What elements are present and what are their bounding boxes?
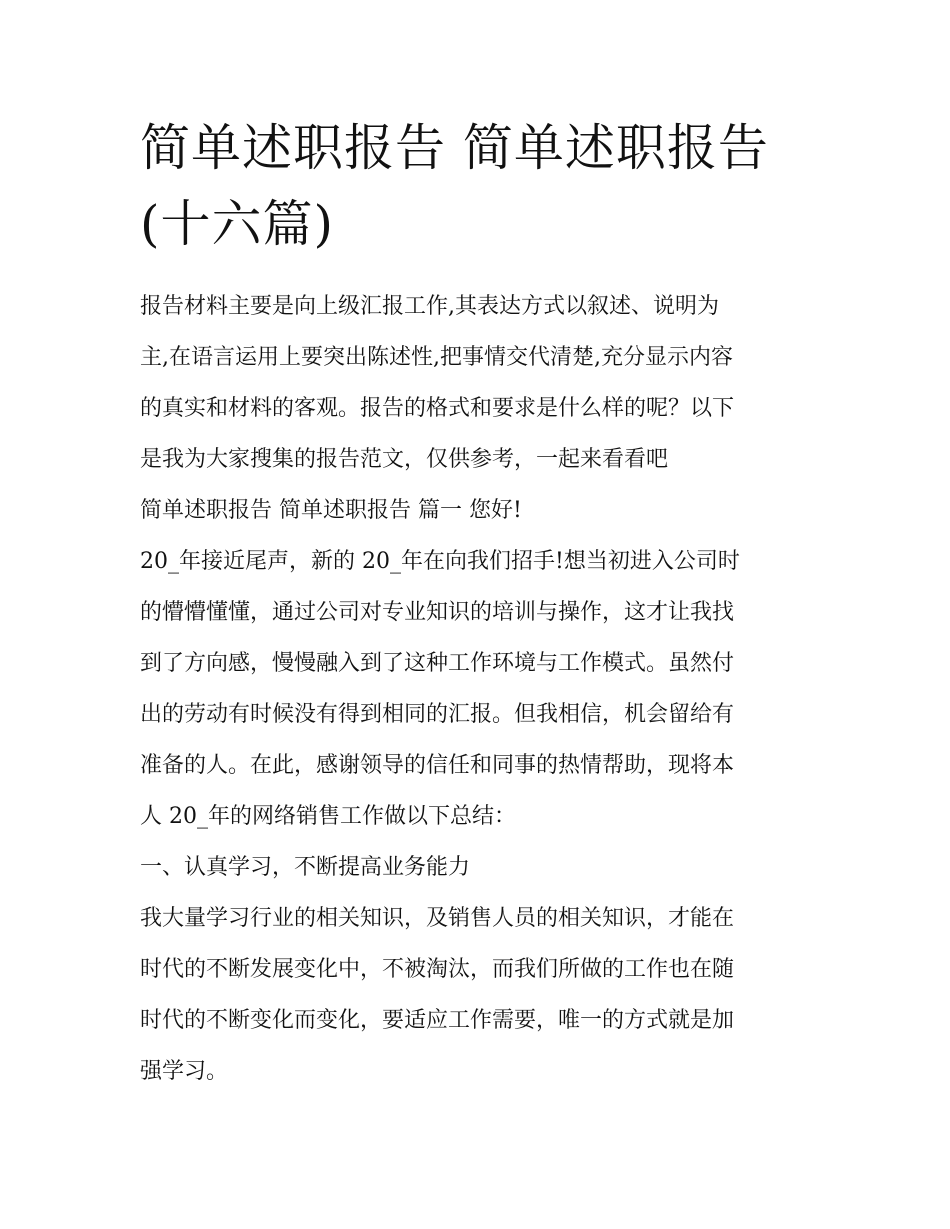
paragraph-line: 20_年接近尾声，新的 20_年在向我们招手!想当初进入公司时 [140,549,740,574]
intro-line: 是我为大家搜集的报告范文，仅供参考，一起来看看吧 [140,447,669,472]
paragraph-line: 准备的人。在此，感谢领导的信任和同事的热情帮助，现将本 [140,753,735,778]
paragraph-line: 出的劳动有时候没有得到相同的汇报。但我相信，机会留给有 [140,702,735,727]
document-title [140,110,820,262]
paragraph-line: 人 20_年的网络销售工作做以下总结： [140,804,516,829]
paragraph-line: 强学习。 [140,1059,229,1084]
subheading: 一、认真学习，不断提高业务能力 [140,855,471,880]
paragraph-line: 到了方向感，慢慢融入到了这种工作环境与工作模式。虽然付 [140,651,735,676]
title-line: 简单述职报告 简单述职报告 [140,119,769,177]
title-line: (十六篇) [140,195,335,253]
intro-line: 报告材料主要是向上级汇报工作,其表达方式以叙述、说明为 [140,294,719,319]
paragraph-line: 的懵懵懂懂，通过公司对专业知识的培训与操作，这才让我找 [140,600,735,625]
paragraph-line: 时代的不断变化而变化，要适应工作需要，唯一的方式就是加 [140,1008,735,1033]
intro-line: 主,在语言运用上要突出陈述性,把事情交代清楚,充分显示内容 [140,345,733,370]
paragraph-line: 我大量学习行业的相关知识，及销售人员的相关知识，才能在 [140,906,735,931]
section-heading: 简单述职报告 简单述职报告 篇一 您好! [140,498,522,523]
paragraph-line: 时代的不断发展变化中，不被淘汰，而我们所做的工作也在随 [140,957,735,982]
document-body [140,281,820,1097]
intro-line: 的真实和材料的客观。报告的格式和要求是什么样的呢？以下 [140,396,735,421]
